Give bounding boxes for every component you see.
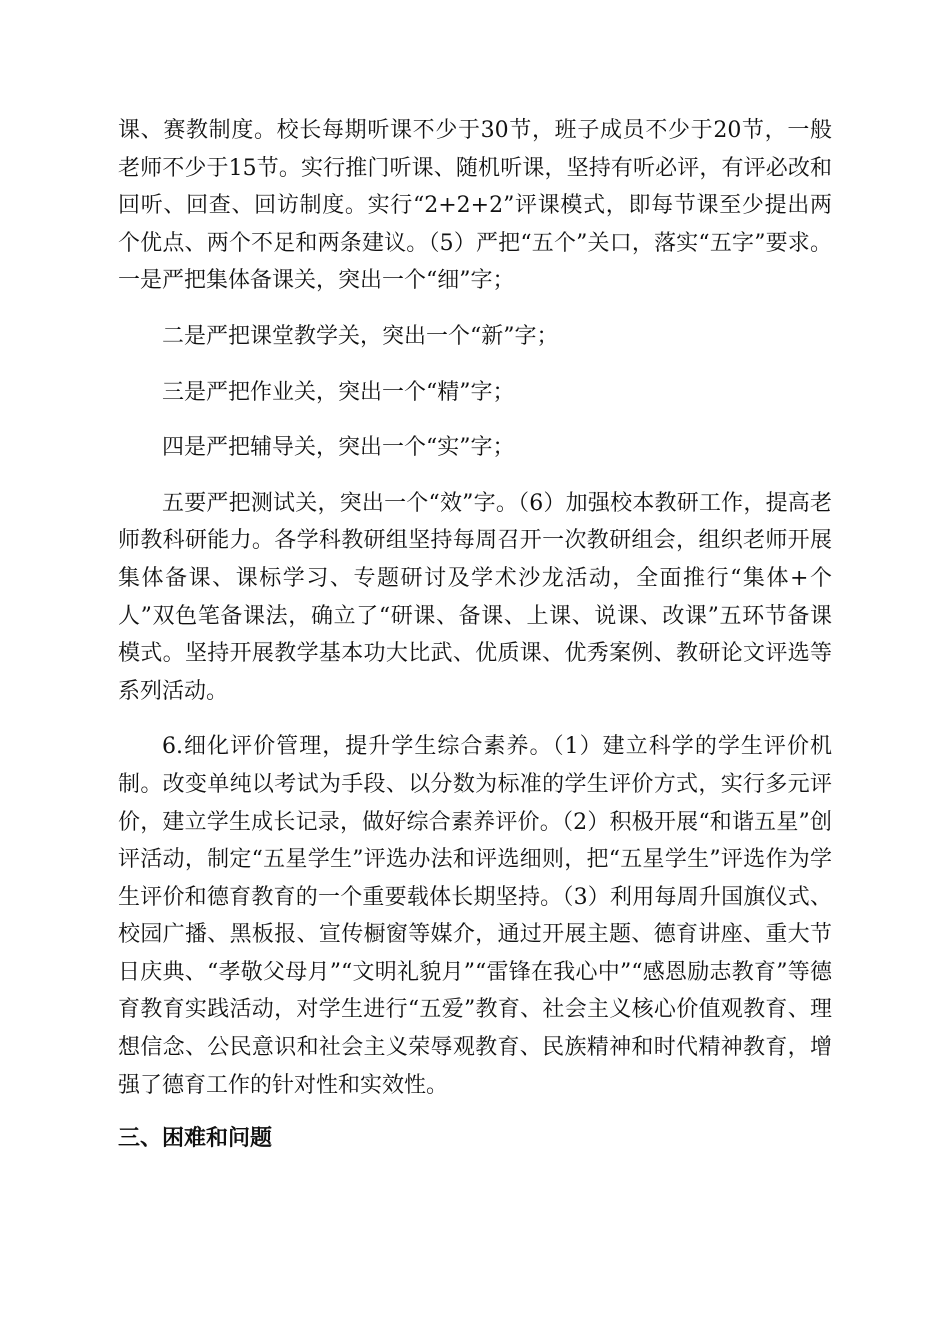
- section-heading: 三、困难和问题: [118, 1126, 273, 1152]
- paragraph-item-4: 四是严把辅导关，突出一个“实”字；: [162, 435, 515, 461]
- paragraph-section-6: 6.细化评价管理，提升学生综合素养。（1）建立科学的学生评价机制。改变单纯以考试为手段、以分数为标准的学生评价方式，实行多元评价，建立学生成长记录，做好综合素养评价。（2）积极开展“和谐五星”创评活动，制定“五星学生”评选办法和评选细则，把“五星学生”评选作为学生评价和德育教育的一个重要载体长期坚持。（3）利用每周升国旗仪式、校园广播、黑板报、宣传橱窗等媒介，通过开展主题、德育讲座、重大节日庆典、“孝敬父母月”“文明礼貌月”“雷锋在我心中”“感恩励志教育”等德育教育实践活动，对学生进行“五爱”教育、社会主义核心价值观教育、理想信念、公民意识和社会主义荣辱观教育、民族精神和时代精神教育，增强了德育工作的针对性和实效性。: [118, 734, 832, 1098]
- paragraph-item-3: 三是严把作业关，突出一个“精”字；: [162, 379, 515, 405]
- document-body: [118, 112, 832, 1158]
- paragraph-continuation: 课、赛教制度。校长每期听课不少于30节，班子成员不少于20节，一般老师不少于15节。实行推门听课、随机听课，坚持有听必评，有评必改和回听、回查、回访制度。实行“2+2+2”评课模式，即每节课至少提出两个优点、两个不足和两条建议。（5）严把“五个”关口，落实“五字”要求。一是严把集体备课关，突出一个“细”字；: [118, 118, 832, 294]
- paragraph-item-2: 二是严把课堂教学关，突出一个“新”字；: [162, 323, 559, 349]
- paragraph-item-5: 五要严把测试关，突出一个“效”字。（6）加强校本教研工作，提高老师教科研能力。各学科教研组坚持每周召开一次教研组会，组织老师开展集体备课、课标学习、专题研讨及学术沙龙活动，全面推行“集体+个人”双色笔备课法，确立了“研课、备课、上课、说课、改课”五环节备课模式。坚持开展教学基本功大比武、优质课、优秀案例、教研论文评选等系列活动。: [118, 490, 832, 704]
